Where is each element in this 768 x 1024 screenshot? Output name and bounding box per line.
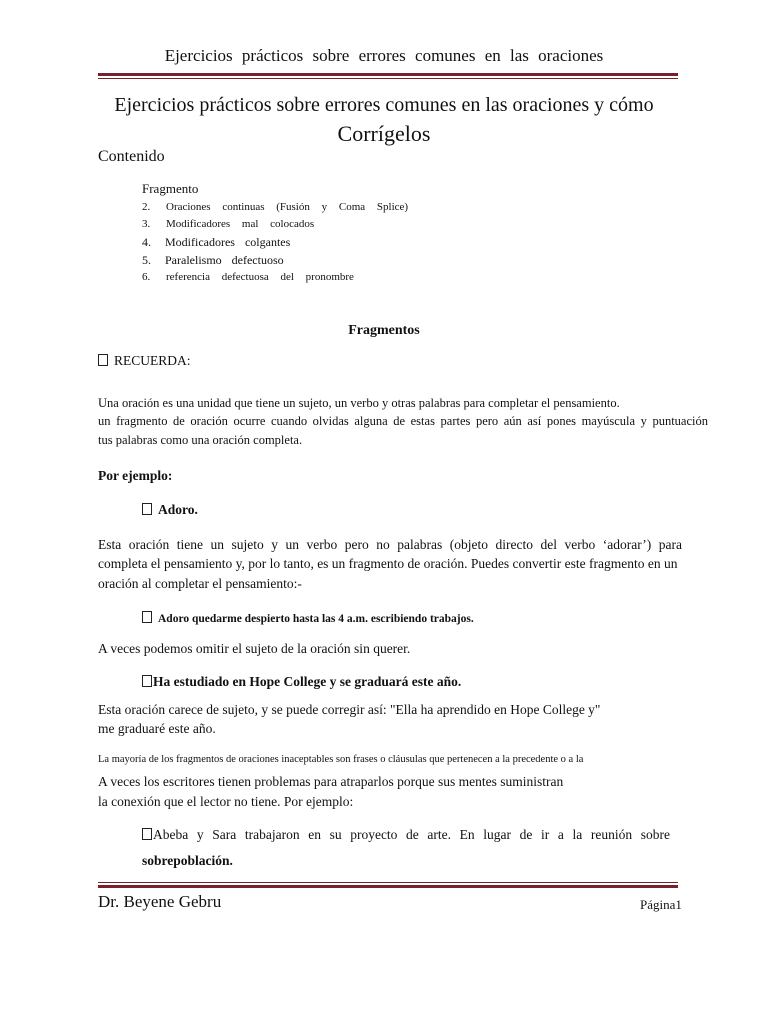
toc-item <box>142 235 290 250</box>
toc-number: 6. <box>142 271 151 283</box>
recuerda-label: RECUERDA: <box>114 353 191 368</box>
missing-glyph-icon <box>142 828 152 840</box>
document-title-continued: Corrígelos <box>337 121 431 146</box>
missing-glyph-icon <box>142 611 152 623</box>
footer-author: Dr. Beyene Gebru <box>98 892 222 911</box>
toc-number: 5. <box>142 253 151 267</box>
toc-item <box>142 271 354 283</box>
example-sentence <box>142 502 198 518</box>
example-sentence <box>142 674 461 690</box>
toc-label: referencia defectuosa del pronombre <box>166 271 354 283</box>
example-sentence <box>142 827 670 843</box>
paragraph-line: A veces los escritores tienen problemas para atraparlos porque sus mentes suministran <box>98 774 564 789</box>
example-sentence <box>142 611 474 625</box>
paragraph-line: La mayoría de los fragmentos de oraciones inaceptables son frases o cláusulas que pertenecen a la precedente o a la <box>98 754 584 765</box>
example-text: Adoro. <box>158 502 198 517</box>
paragraph-line: Esta oración tiene un sujeto y un verbo pero no palabras (objeto directo del verbo ‘adorar’) para <box>98 537 682 552</box>
paragraph-line: tus palabras como una oración completa. <box>98 433 303 447</box>
paragraph-line: me graduaré este año. <box>98 721 216 736</box>
header-rule <box>98 73 678 79</box>
paragraph-line: la conexión que el lector no tiene. Por ejemplo: <box>98 794 354 809</box>
document-title: Ejercicios prácticos sobre errores comunes en las oraciones y cómo <box>114 94 654 116</box>
missing-glyph-icon <box>142 503 152 515</box>
example-text: Abeba y Sara trabajaron en su proyecto de arte. En lugar de ir a la reunión sobre <box>153 827 670 842</box>
toc-item <box>142 253 284 268</box>
toc-label: Oraciones continuas (Fusión y Coma Splice) <box>166 201 409 213</box>
toc-number: 3. <box>142 218 151 230</box>
paragraph-line: completa el pensamiento y, por lo tanto, es un fragmento de oración. Puedes convertir este fragmento en un <box>98 556 678 571</box>
example-heading: Por ejemplo: <box>98 468 173 483</box>
toc-item <box>142 201 408 213</box>
toc-item <box>142 218 314 230</box>
contents-heading: Contenido <box>98 148 165 165</box>
footer-rule <box>98 882 678 888</box>
missing-glyph-icon <box>142 675 152 687</box>
toc-number: 2. <box>142 201 151 213</box>
toc-number: 4. <box>142 235 151 249</box>
page-number: Página1 <box>640 897 682 912</box>
running-header: Ejercicios prácticos sobre errores comunes en las oraciones <box>164 46 604 65</box>
paragraph-line: un fragmento de oración ocurre cuando olvidas alguna de estas partes pero aún así pones mayúscula y puntuación <box>98 414 708 428</box>
paragraph-line: A veces podemos omitir el sujeto de la oración sin querer. <box>98 641 411 656</box>
example-text-continued: sobrepoblación. <box>142 853 233 868</box>
toc-label: Modificadores mal colocados <box>166 218 315 230</box>
missing-glyph-icon <box>98 354 108 366</box>
toc-label: Paralelismo defectuoso <box>165 253 284 267</box>
paragraph-line: Una oración es una unidad que tiene un sujeto, un verbo y otras palabras para completar el pensamiento. <box>98 396 620 410</box>
recuerda-note <box>98 353 191 369</box>
section-title: Fragmentos <box>348 323 420 338</box>
toc-item: Fragmento <box>142 181 199 196</box>
toc-label: Modificadores colgantes <box>165 235 291 249</box>
paragraph-line: oración al completar el pensamiento:- <box>98 576 302 591</box>
example-text: Adoro quedarme despierto hasta las 4 a.m. escribiendo trabajos. <box>158 613 474 625</box>
paragraph-line: Esta oración carece de sujeto, y se puede corregir así: "Ella ha aprendido en Hope College y" <box>98 702 601 717</box>
example-text: Ha estudiado en Hope College y se graduará este año. <box>153 674 462 689</box>
